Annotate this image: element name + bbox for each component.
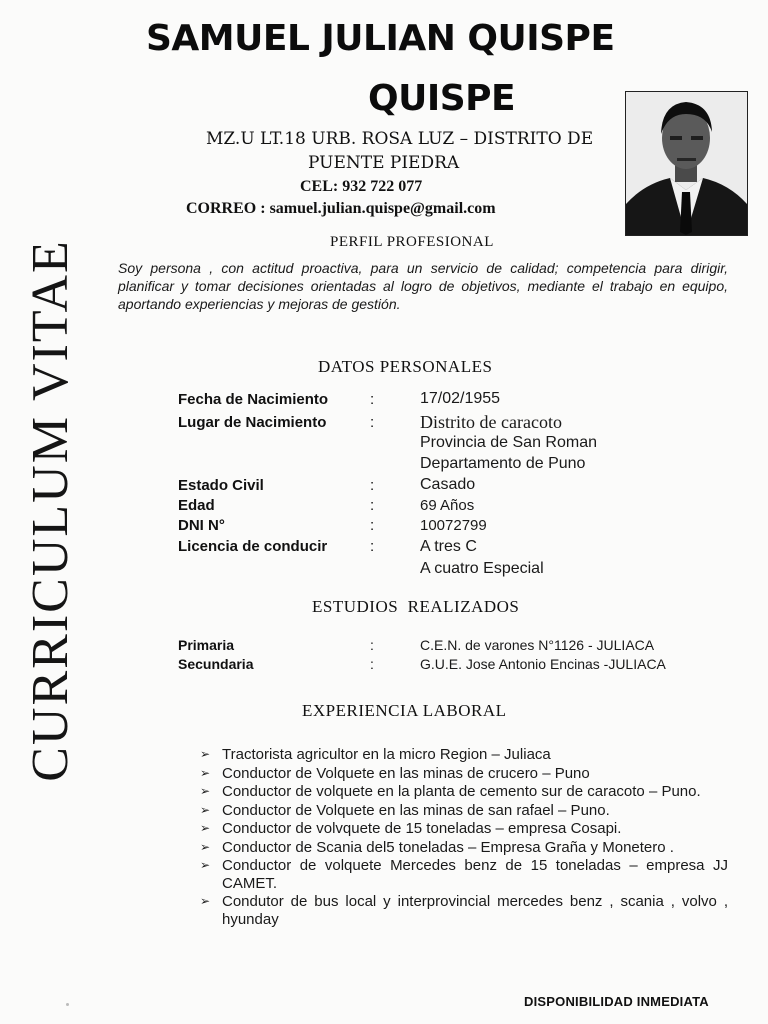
colon: : — [370, 517, 375, 534]
primary-label: Primaria — [178, 637, 235, 653]
colon: : — [370, 391, 375, 408]
secondary-value: G.U.E. Jose Antonio Encinas -JULIACA — [420, 656, 666, 672]
email-row — [186, 200, 496, 218]
list-item: ➢ Condutor de bus local y interprovincial mercedes benz , scania , volvo , hyunday — [200, 893, 728, 928]
email-label: CORREO : — [186, 200, 266, 217]
list-item: ➢ Conductor de volvquete de 15 toneladas – empresa Cosapi. — [200, 820, 622, 837]
list-item: ➢ Conductor de Volquete en las minas de crucero – Puno — [200, 764, 590, 782]
dni-value: 10072799 — [420, 517, 487, 534]
license-value-2: A cuatro Especial — [420, 560, 544, 577]
arrow-bullet-icon: ➢ — [200, 894, 211, 908]
age-value: 69 Años — [420, 497, 475, 514]
age-label: Edad — [178, 497, 215, 514]
list-item: ➢ Conductor de Scania del5 toneladas – Empresa Graña y Monetero . — [200, 838, 674, 856]
phone: CEL: 932 722 077 — [300, 178, 423, 195]
profile-text: Soy persona , con actitud proactiva, para un servicio de calidad; competencia para dirigir, planificar y tomar decisiones orientadas al logro de objetivos, mediante el trabajo en equipo, aportando experiencias y mejoras de gestión. — [118, 260, 728, 312]
arrow-bullet-icon: ➢ — [200, 784, 211, 798]
colon: : — [370, 656, 374, 672]
secondary-label: Secundaria — [178, 656, 254, 672]
list-item: ➢ Tractorista agricultor en la micro Region – Juliaca — [200, 746, 551, 763]
birth-date-value: 17/02/1955 — [420, 390, 501, 407]
dni-label: DNI N° — [178, 517, 225, 534]
arrow-bullet-icon: ➢ — [200, 839, 211, 854]
list-item: ➢ Conductor de volquete en la planta de cemento sur de caracoto – Puno. — [200, 783, 701, 800]
birth-place-label: Lugar de Nacimiento — [178, 414, 327, 431]
personal-heading: DATOS PERSONALES — [318, 357, 493, 376]
birth-date-label: Fecha de Nacimiento — [178, 391, 329, 408]
profile-photo — [625, 91, 748, 236]
arrow-bullet-icon: ➢ — [200, 821, 211, 835]
experience-list — [200, 746, 728, 929]
address-line-1: MZ.U LT.18 URB. ROSA LUZ – DISTRITO DE — [206, 129, 594, 149]
birth-place-3: Departamento de Puno — [420, 455, 586, 472]
studies-heading: ESTUDIOS REALIZADOS — [312, 597, 520, 616]
scan-speck — [66, 1003, 69, 1006]
side-title-text: CURRICULUM VITAE — [21, 238, 79, 782]
colon: : — [370, 477, 375, 494]
side-title — [20, 215, 80, 805]
birth-place-2: Provincia de San Roman — [420, 434, 597, 451]
license-value-1: A tres C — [420, 538, 477, 555]
arrow-bullet-icon: ➢ — [200, 802, 211, 817]
experience-heading: EXPERIENCIA LABORAL — [302, 701, 507, 720]
list-item: ➢ Conductor de volquete Mercedes benz de 15 toneladas – empresa JJ CAMET. — [200, 857, 728, 892]
name-line-1: SAMUEL JULIAN QUISPE — [146, 18, 615, 59]
name-line-2: QUISPE — [368, 78, 516, 119]
arrow-bullet-icon: ➢ — [200, 858, 211, 872]
birth-place-1: Distrito de caracoto — [420, 412, 562, 432]
email-value: samuel.julian.quispe@gmail.com — [269, 200, 496, 217]
primary-value: C.E.N. de varones N°1126 - JULIACA — [420, 637, 655, 653]
civil-status-value: Casado — [420, 476, 476, 493]
person-photo-icon — [626, 92, 747, 235]
list-item: ➢ Conductor de Volquete en las minas de san rafael – Puno. — [200, 801, 610, 819]
civil-status-label: Estado Civil — [178, 477, 264, 494]
profile-heading: PERFIL PROFESIONAL — [330, 234, 494, 250]
colon: : — [370, 637, 374, 653]
colon: : — [370, 497, 375, 514]
arrow-bullet-icon: ➢ — [200, 747, 211, 761]
license-label: Licencia de conducir — [178, 538, 328, 555]
availability-note: DISPONIBILIDAD INMEDIATA — [524, 994, 709, 1009]
arrow-bullet-icon: ➢ — [200, 765, 211, 780]
colon: : — [370, 538, 375, 555]
colon: : — [370, 414, 375, 431]
address-line-2: PUENTE PIEDRA — [308, 153, 460, 173]
